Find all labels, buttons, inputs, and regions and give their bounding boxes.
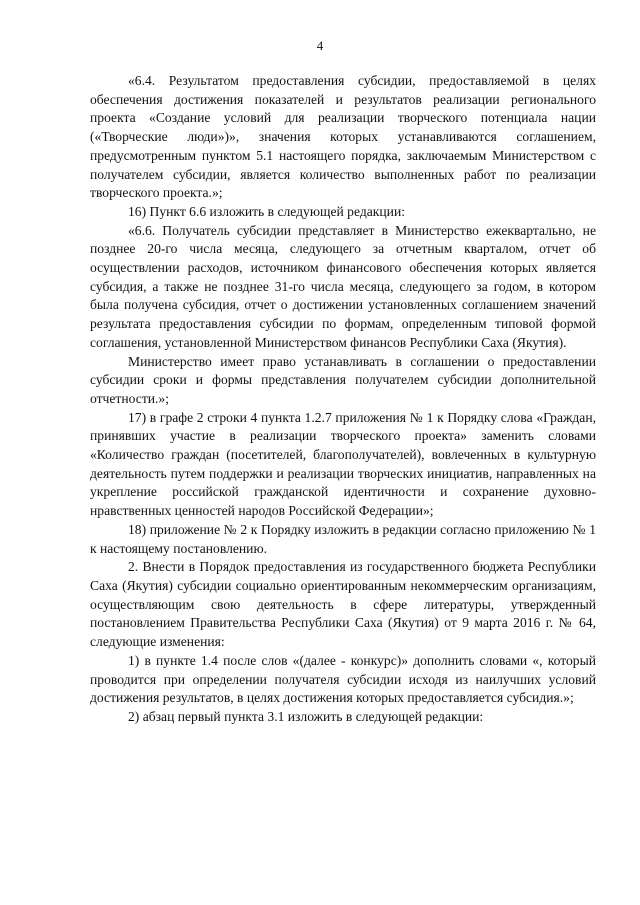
page-number: 4: [316, 38, 324, 53]
paragraph-item-18: 18) приложение № 2 к Порядку изложить в редакции согласно приложению № 1 к настоящему постановлению.: [90, 521, 596, 556]
paragraph-subitem-2: 2) абзац первый пункта 3.1 изложить в следующей редакции:: [128, 708, 484, 724]
paragraph-item-17: 17) в графе 2 строки 4 пункта 1.2.7 приложения № 1 к Порядку слова «Граждан, принявших участие в реализации творческого проекта» заменить словами «Количество граждан (посетителей, благополучателей), вовлеченных в культурную деятельность путем поддержки и реализации творческих инициатив, направленных на укрепление российской гражданской идентичности и сохранение духовно-нравственных ценностей народов Российской Федерации»;: [90, 409, 596, 519]
paragraph-item-16: 16) Пункт 6.6 изложить в следующей редакции:: [128, 203, 405, 219]
paragraph-6-6: «6.6. Получатель субсидии представляет в Министерство ежеквартально, не позднее 20-го числа месяца, следующего за отчетным кварталом, отчет об осуществлении расходов, источником финансового обеспечения которых является субсидия, а также не позднее 31-го числа месяца, следующего за годом, в котором была получена субсидия, отчет о достижении установленных соглашением значений результата предоставления субсидии по формам, определенным типовой формой соглашения, установленной Министерством финансов Республики Саха (Якутия).: [90, 222, 596, 350]
document-body: [90, 72, 596, 727]
paragraph-section-2: 2. Внести в Порядок предоставления из государственного бюджета Республики Саха (Якутия) субсидии социально ориентированным некоммерческим организациям, осуществляющим свою деятельность в сфере литературы, утвержденный постановлением Правительства Республики Саха (Якутия) от 9 марта 2016 г. № 64, следующие изменения:: [90, 559, 596, 650]
paragraph-subitem-1: 1) в пункте 1.4 после слов «(далее - конкурс)» дополнить словами «, который проводится при определении получателя субсидии исходя из наилучших условий достижения результатов, в целях достижения которых предоставляется субсидия.»;: [90, 652, 596, 706]
paragraph-ministry-right: Министерство имеет право устанавливать в соглашении о предоставлении субсидии сроки и формы представления получателем субсидии дополнительной отчетности.»;: [90, 353, 596, 406]
paragraph-6-4: «6.4. Результатом предоставления субсидии, предоставляемой в целях обеспечения достижения показателей и результатов реализации регионального проекта «Создание условий для реализации творческого потенциала нации («Творческие люди»)», значения которых устанавливаются соглашением, предусмотренным пунктом 5.1 настоящего порядка, заключаемым Министерством с получателем субсидии, является количество выполненных работ по реализации творческого проекта.»;: [90, 73, 596, 201]
